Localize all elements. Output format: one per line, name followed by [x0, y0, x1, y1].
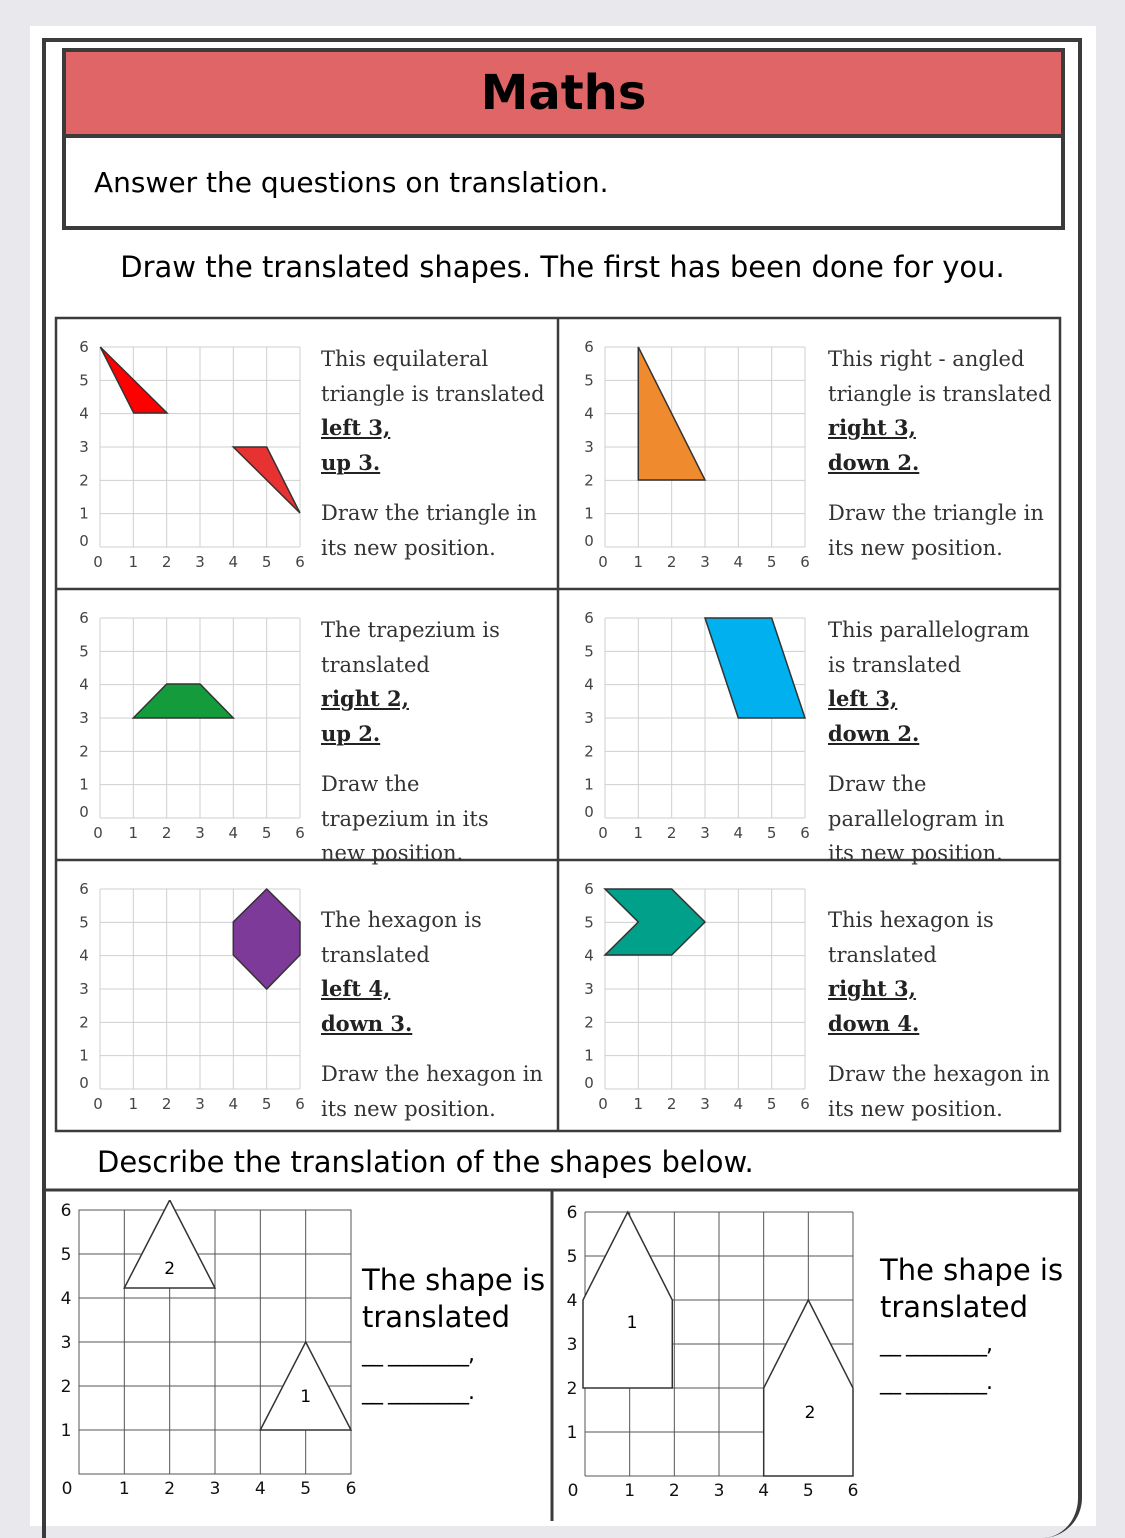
- y-tick-label: 5: [60, 1245, 72, 1265]
- y-tick-label: 6: [584, 338, 594, 356]
- purple-hexagon: [233, 889, 300, 989]
- y-tick-label: 2: [79, 742, 89, 761]
- question-1: [321, 342, 551, 565]
- x-tick-label: 0: [598, 553, 608, 571]
- x-tick-label: 6: [295, 553, 305, 571]
- x-tick-label: 4: [733, 1095, 744, 1113]
- x-tick-label: 1: [128, 1095, 139, 1113]
- y-tick-label: 5: [79, 371, 89, 390]
- answer-2: [880, 1252, 1065, 1402]
- x-tick-label: 2: [668, 1481, 680, 1501]
- shape-label-1: 1: [300, 1387, 312, 1407]
- x-tick-label: 1: [128, 824, 139, 842]
- x-tick-label: 6: [800, 1095, 810, 1113]
- x-tick-label: 4: [733, 824, 744, 842]
- y-tick-label: 4: [584, 946, 594, 965]
- y-tick-label: 2: [79, 471, 89, 490]
- x-tick-label: 1: [128, 553, 139, 571]
- answer-prompt: The shape is translated: [362, 1263, 546, 1334]
- y-tick-label: 5: [79, 913, 89, 932]
- y-tick-label: 4: [566, 1291, 578, 1311]
- x-tick-label: 5: [261, 1095, 272, 1113]
- y-tick-label: 3: [79, 980, 89, 998]
- question-intro: This equilateral triangle is translated: [321, 347, 545, 406]
- x-tick-label: 5: [261, 824, 272, 842]
- question-task: Draw the parallelogram in its new position.: [828, 772, 1005, 865]
- x-tick-label: 5: [300, 1479, 312, 1499]
- y-tick-label: 2: [584, 471, 594, 490]
- direction-1: right 3,: [828, 415, 916, 440]
- x-tick-label: 3: [700, 553, 710, 571]
- x-tick-label: 6: [847, 1481, 859, 1501]
- y-tick-label: 2: [584, 1013, 594, 1032]
- answer-blank-2[interactable]: __ ________.: [362, 1380, 474, 1405]
- x-tick-label: 1: [118, 1479, 130, 1499]
- y-tick-label: 1: [79, 504, 89, 523]
- y-tick-label: 4: [584, 675, 594, 694]
- direction-1: right 3,: [828, 976, 916, 1001]
- grid-describe-1: [52, 1200, 362, 1505]
- y-tick-label: 5: [584, 913, 594, 932]
- house-shape-2: [764, 1300, 853, 1476]
- y-tick-label: 4: [79, 946, 89, 965]
- y-tick-label: 1: [584, 1046, 594, 1065]
- y-tick-label: 3: [566, 1335, 578, 1355]
- x-tick-label: 0: [93, 824, 103, 842]
- question-intro: The hexagon is translated: [321, 908, 482, 967]
- x-tick-label: 3: [713, 1481, 725, 1501]
- y-tick-label: 5: [584, 642, 594, 661]
- shape-label-1: 1: [626, 1313, 638, 1333]
- x-tick-label: 4: [254, 1479, 266, 1499]
- x-tick-label: 5: [802, 1481, 814, 1501]
- y-tick-label: 1: [566, 1423, 578, 1443]
- direction-2: up 3.: [321, 449, 381, 475]
- direction-2: down 4.: [828, 1010, 920, 1036]
- y-tick-label: 6: [79, 609, 89, 627]
- x-tick-label: 3: [700, 1095, 710, 1113]
- blue-parallelogram: [705, 618, 805, 718]
- y-tick-label: 1: [60, 1421, 72, 1441]
- x-tick-label: 4: [228, 1095, 239, 1113]
- y-tick-label: 1: [584, 775, 594, 794]
- x-tick-label: 5: [766, 553, 777, 571]
- x-tick-label: 5: [261, 553, 272, 571]
- x-tick-label: 6: [295, 1095, 305, 1113]
- y-tick-label: 6: [60, 1201, 72, 1221]
- house-shape-1: [583, 1212, 672, 1388]
- question-task: Draw the triangle in its new position.: [321, 501, 537, 560]
- answer-blank-1[interactable]: __ ________,: [362, 1342, 474, 1367]
- y-tick-label: 0: [79, 532, 89, 550]
- x-tick-label: 1: [624, 1481, 636, 1501]
- question-task: Draw the triangle in its new position.: [828, 501, 1044, 560]
- question-intro: This right - angled triangle is translated: [828, 347, 1052, 406]
- x-tick-label: 4: [228, 553, 239, 571]
- question-task: Draw the hexagon in its new position.: [828, 1062, 1050, 1121]
- x-tick-label: 2: [164, 1479, 176, 1499]
- y-tick-label: 2: [60, 1377, 72, 1397]
- y-tick-label: 0: [584, 1074, 594, 1092]
- x-tick-label: 3: [195, 1095, 205, 1113]
- grid-q4: [565, 606, 815, 846]
- instruction-text: Answer the questions on translation.: [62, 138, 1065, 230]
- y-tick-label: 3: [584, 980, 594, 998]
- x-tick-label: 3: [700, 824, 710, 842]
- y-tick-label: 6: [79, 880, 89, 898]
- x-tick-label: 0: [93, 1095, 103, 1113]
- answer-1: [362, 1262, 547, 1412]
- y-tick-label: 5: [566, 1247, 578, 1267]
- x-tick-label: 0: [567, 1481, 579, 1501]
- y-tick-label: 6: [566, 1203, 578, 1223]
- x-tick-label: 5: [766, 1095, 777, 1113]
- y-tick-label: 0: [79, 803, 89, 821]
- y-tick-label: 6: [584, 609, 594, 627]
- y-tick-label: 3: [584, 709, 594, 727]
- x-tick-label: 3: [195, 553, 205, 571]
- question-intro: This hexagon is translated: [828, 908, 994, 967]
- x-tick-label: 2: [161, 824, 172, 842]
- y-tick-label: 6: [79, 338, 89, 356]
- y-tick-label: 5: [79, 642, 89, 661]
- grid-q5: [60, 877, 310, 1117]
- page-title: Maths: [62, 48, 1065, 138]
- x-tick-label: 2: [666, 824, 677, 842]
- question-2: [828, 342, 1053, 565]
- y-tick-label: 0: [79, 1074, 89, 1092]
- question-task: Draw the trapezium in its new position.: [321, 772, 489, 865]
- x-tick-label: 2: [161, 1095, 172, 1113]
- y-tick-label: 3: [60, 1333, 72, 1353]
- x-tick-label: 2: [666, 553, 677, 571]
- x-tick-label: 1: [633, 553, 644, 571]
- x-tick-label: 0: [93, 553, 103, 571]
- question-3: [321, 613, 551, 871]
- x-tick-label: 3: [195, 824, 205, 842]
- question-4: [828, 613, 1053, 871]
- direction-1: right 2,: [321, 686, 409, 711]
- section-describe-title: Describe the translation of the shapes below.: [97, 1145, 754, 1179]
- x-tick-label: 0: [598, 1095, 608, 1113]
- answer-blank-2[interactable]: __ ________.: [880, 1370, 992, 1395]
- y-tick-label: 4: [79, 675, 89, 694]
- direction-1: left 3,: [828, 686, 898, 711]
- question-task: Draw the hexagon in its new position.: [321, 1062, 543, 1121]
- x-tick-label: 4: [758, 1481, 770, 1501]
- x-tick-label: 6: [800, 824, 810, 842]
- y-tick-label: 1: [584, 504, 594, 523]
- x-tick-label: 2: [161, 553, 172, 571]
- x-tick-label: 3: [209, 1479, 221, 1499]
- x-tick-label: 0: [598, 824, 608, 842]
- direction-2: up 2.: [321, 720, 381, 746]
- y-tick-label: 4: [584, 404, 594, 423]
- shape-label-2: 2: [164, 1259, 176, 1279]
- x-tick-label: 1: [633, 1095, 644, 1113]
- y-tick-label: 4: [60, 1289, 72, 1309]
- y-tick-label: 5: [584, 371, 594, 390]
- y-tick-label: 1: [79, 775, 89, 794]
- y-tick-label: 3: [79, 709, 89, 727]
- grid-q1: [60, 335, 310, 575]
- y-tick-label: 0: [584, 803, 594, 821]
- x-tick-label: 6: [295, 824, 305, 842]
- direction-2: down 2.: [828, 449, 920, 475]
- direction-2: down 2.: [828, 720, 920, 746]
- question-5: [321, 903, 551, 1126]
- direction-2: down 3.: [321, 1010, 413, 1036]
- y-tick-label: 2: [566, 1379, 578, 1399]
- y-tick-label: 2: [79, 1013, 89, 1032]
- direction-1: left 4,: [321, 976, 391, 1001]
- question-6: [828, 903, 1053, 1126]
- grid-describe-2: [560, 1200, 870, 1510]
- x-tick-label: 6: [800, 553, 810, 571]
- x-tick-label: 4: [733, 553, 744, 571]
- green-trapezium: [133, 684, 233, 718]
- direction-1: left 3,: [321, 415, 391, 440]
- section-draw-title: Draw the translated shapes. The first has been done for you.: [120, 250, 1005, 284]
- y-tick-label: 3: [79, 438, 89, 456]
- x-tick-label: 2: [666, 1095, 677, 1113]
- x-tick-label: 1: [633, 824, 644, 842]
- x-tick-label: 5: [766, 824, 777, 842]
- y-tick-label: 2: [584, 742, 594, 761]
- question-intro: This parallelogram is translated: [828, 618, 1030, 677]
- y-tick-label: 1: [79, 1046, 89, 1065]
- grid-q6: [565, 877, 815, 1117]
- y-tick-label: 0: [584, 532, 594, 550]
- y-tick-label: 6: [584, 880, 594, 898]
- question-intro: The trapezium is translated: [321, 618, 500, 677]
- x-tick-label: 4: [228, 824, 239, 842]
- grid-q2: [565, 335, 815, 575]
- shape-label-2: 2: [804, 1403, 816, 1423]
- y-tick-label: 3: [584, 438, 594, 456]
- y-tick-label: 4: [79, 404, 89, 423]
- grid-q3: [60, 606, 310, 846]
- answer-prompt: The shape is translated: [880, 1253, 1064, 1324]
- x-tick-label: 6: [345, 1479, 357, 1499]
- x-tick-label: 0: [61, 1479, 73, 1499]
- answer-blank-1[interactable]: __ ________,: [880, 1332, 992, 1357]
